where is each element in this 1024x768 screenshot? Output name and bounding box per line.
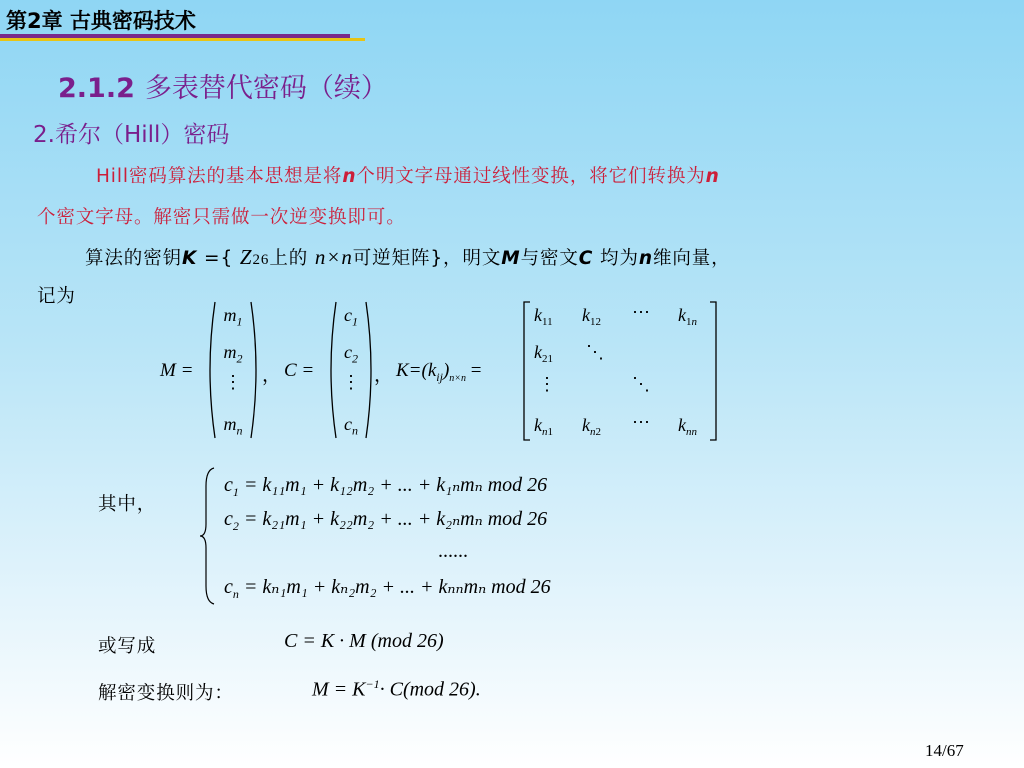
key-line — [85, 244, 731, 270]
c-entry-1: $c_1$ — [344, 305, 358, 329]
svg-text:kn2: $k_n2$ — [582, 415, 601, 438]
equation-2: $c_2 = k_{21}m_1 + k_{22}m_2$ + ... + k₂ₙmₙ mod 26 — [224, 508, 548, 533]
svg-text:k1n: $k_1n$ — [678, 305, 697, 328]
where-label: 其中， — [98, 494, 157, 515]
equation-ellipsis: ...... — [438, 540, 468, 562]
key-symbol: K — [182, 248, 198, 269]
intro-line-1 — [96, 162, 720, 188]
c-symbol: C — [578, 248, 594, 269]
svg-text:k11: $k_{11}$ — [534, 305, 553, 328]
nxn-symbol: n×n — [314, 245, 353, 269]
m-label: M = — [160, 360, 194, 381]
k-matrix-entries — [534, 302, 698, 438]
key-text: 维向量， — [652, 248, 731, 269]
z-subscript: 26 — [252, 252, 270, 268]
m-entry-1: $m_1$ — [223, 305, 243, 329]
intro-n: n — [342, 166, 357, 187]
key-text: 可逆矩阵}，明文 — [352, 248, 502, 269]
svg-text:⋱: ⋱ — [586, 342, 604, 362]
key-text: ={ — [197, 248, 234, 269]
equation-n: $c_n = k_{n1}m_1 + k_{n2}m_2$ + ... + kₙₙmₙ mod 26 — [224, 576, 551, 601]
intro-text: 个明文字母通过线性变换，将它们转换为 — [356, 166, 706, 187]
m-entry-2: $m_2$ — [223, 342, 243, 366]
chapter-title: 第2章 古典密码技术 — [6, 9, 196, 33]
svg-text:⋯: ⋯ — [632, 412, 650, 432]
svg-text:kn1: $k_n1$ — [534, 415, 553, 438]
header-divider-accent — [0, 38, 365, 41]
intro-text: Hill密码算法的基本思想是将 — [96, 166, 343, 187]
comma: ， — [374, 365, 394, 386]
section-title-text: 多表替代密码（续） — [144, 73, 388, 104]
svg-text:⋮: ⋮ — [538, 374, 556, 394]
key-text: 均为 — [593, 248, 639, 269]
c-entry-n: $c_n$ — [344, 414, 358, 438]
svg-text:knn: $k_{nn}$ — [678, 415, 697, 438]
k-label: $K=(k_{ij})_{n\times n}$ = — [396, 360, 482, 384]
decrypt-label: 解密变换则为： — [98, 683, 234, 704]
page-number: 14/67 — [925, 741, 964, 760]
key-text: 上的 — [269, 248, 309, 269]
key-line-2: 记为 — [37, 286, 76, 307]
section-number: 2.1.2 — [58, 73, 135, 104]
intro-n: n — [705, 166, 720, 187]
svg-text:⋱: ⋱ — [632, 374, 650, 394]
or-write-formula: C = K · M (mod 26) — [284, 630, 444, 652]
key-text: 算法的密钥 — [85, 248, 183, 269]
c-label: C = — [284, 360, 315, 381]
or-write-label: 或写成 — [98, 636, 157, 657]
svg-text:⋯: ⋯ — [632, 302, 650, 322]
n-symbol: n — [638, 248, 653, 269]
c-entry-dots: ⋮ — [342, 372, 360, 392]
m-entry-n: $m_n$ — [223, 414, 243, 438]
m-symbol: M — [501, 248, 521, 269]
svg-text:k21: $k_{21}$ — [534, 342, 553, 365]
system-brace — [198, 466, 218, 606]
subsection-title: 2.希尔（Hill）密码 — [33, 122, 230, 148]
svg-text:k12: $k_{12}$ — [582, 305, 601, 328]
equation-1: $c_1 = k_{11}m_1 + k_{12}m_2$ + ... + k₁ₙmₙ mod 26 — [224, 474, 548, 499]
m-entry-dots: ⋮ — [224, 372, 242, 392]
comma: ， — [262, 365, 282, 386]
k-matrix — [520, 298, 720, 444]
c-entry-2: $c_2$ — [344, 342, 358, 366]
intro-line-2: 个密文字母。解密只需做一次逆变换即可。 — [37, 207, 406, 228]
decrypt-formula: $M = K^{-1}\cdot C(mod$ 26). — [312, 677, 481, 701]
key-text: 与密文 — [520, 248, 579, 269]
z-symbol: Z — [239, 245, 253, 269]
section-title — [58, 66, 388, 105]
